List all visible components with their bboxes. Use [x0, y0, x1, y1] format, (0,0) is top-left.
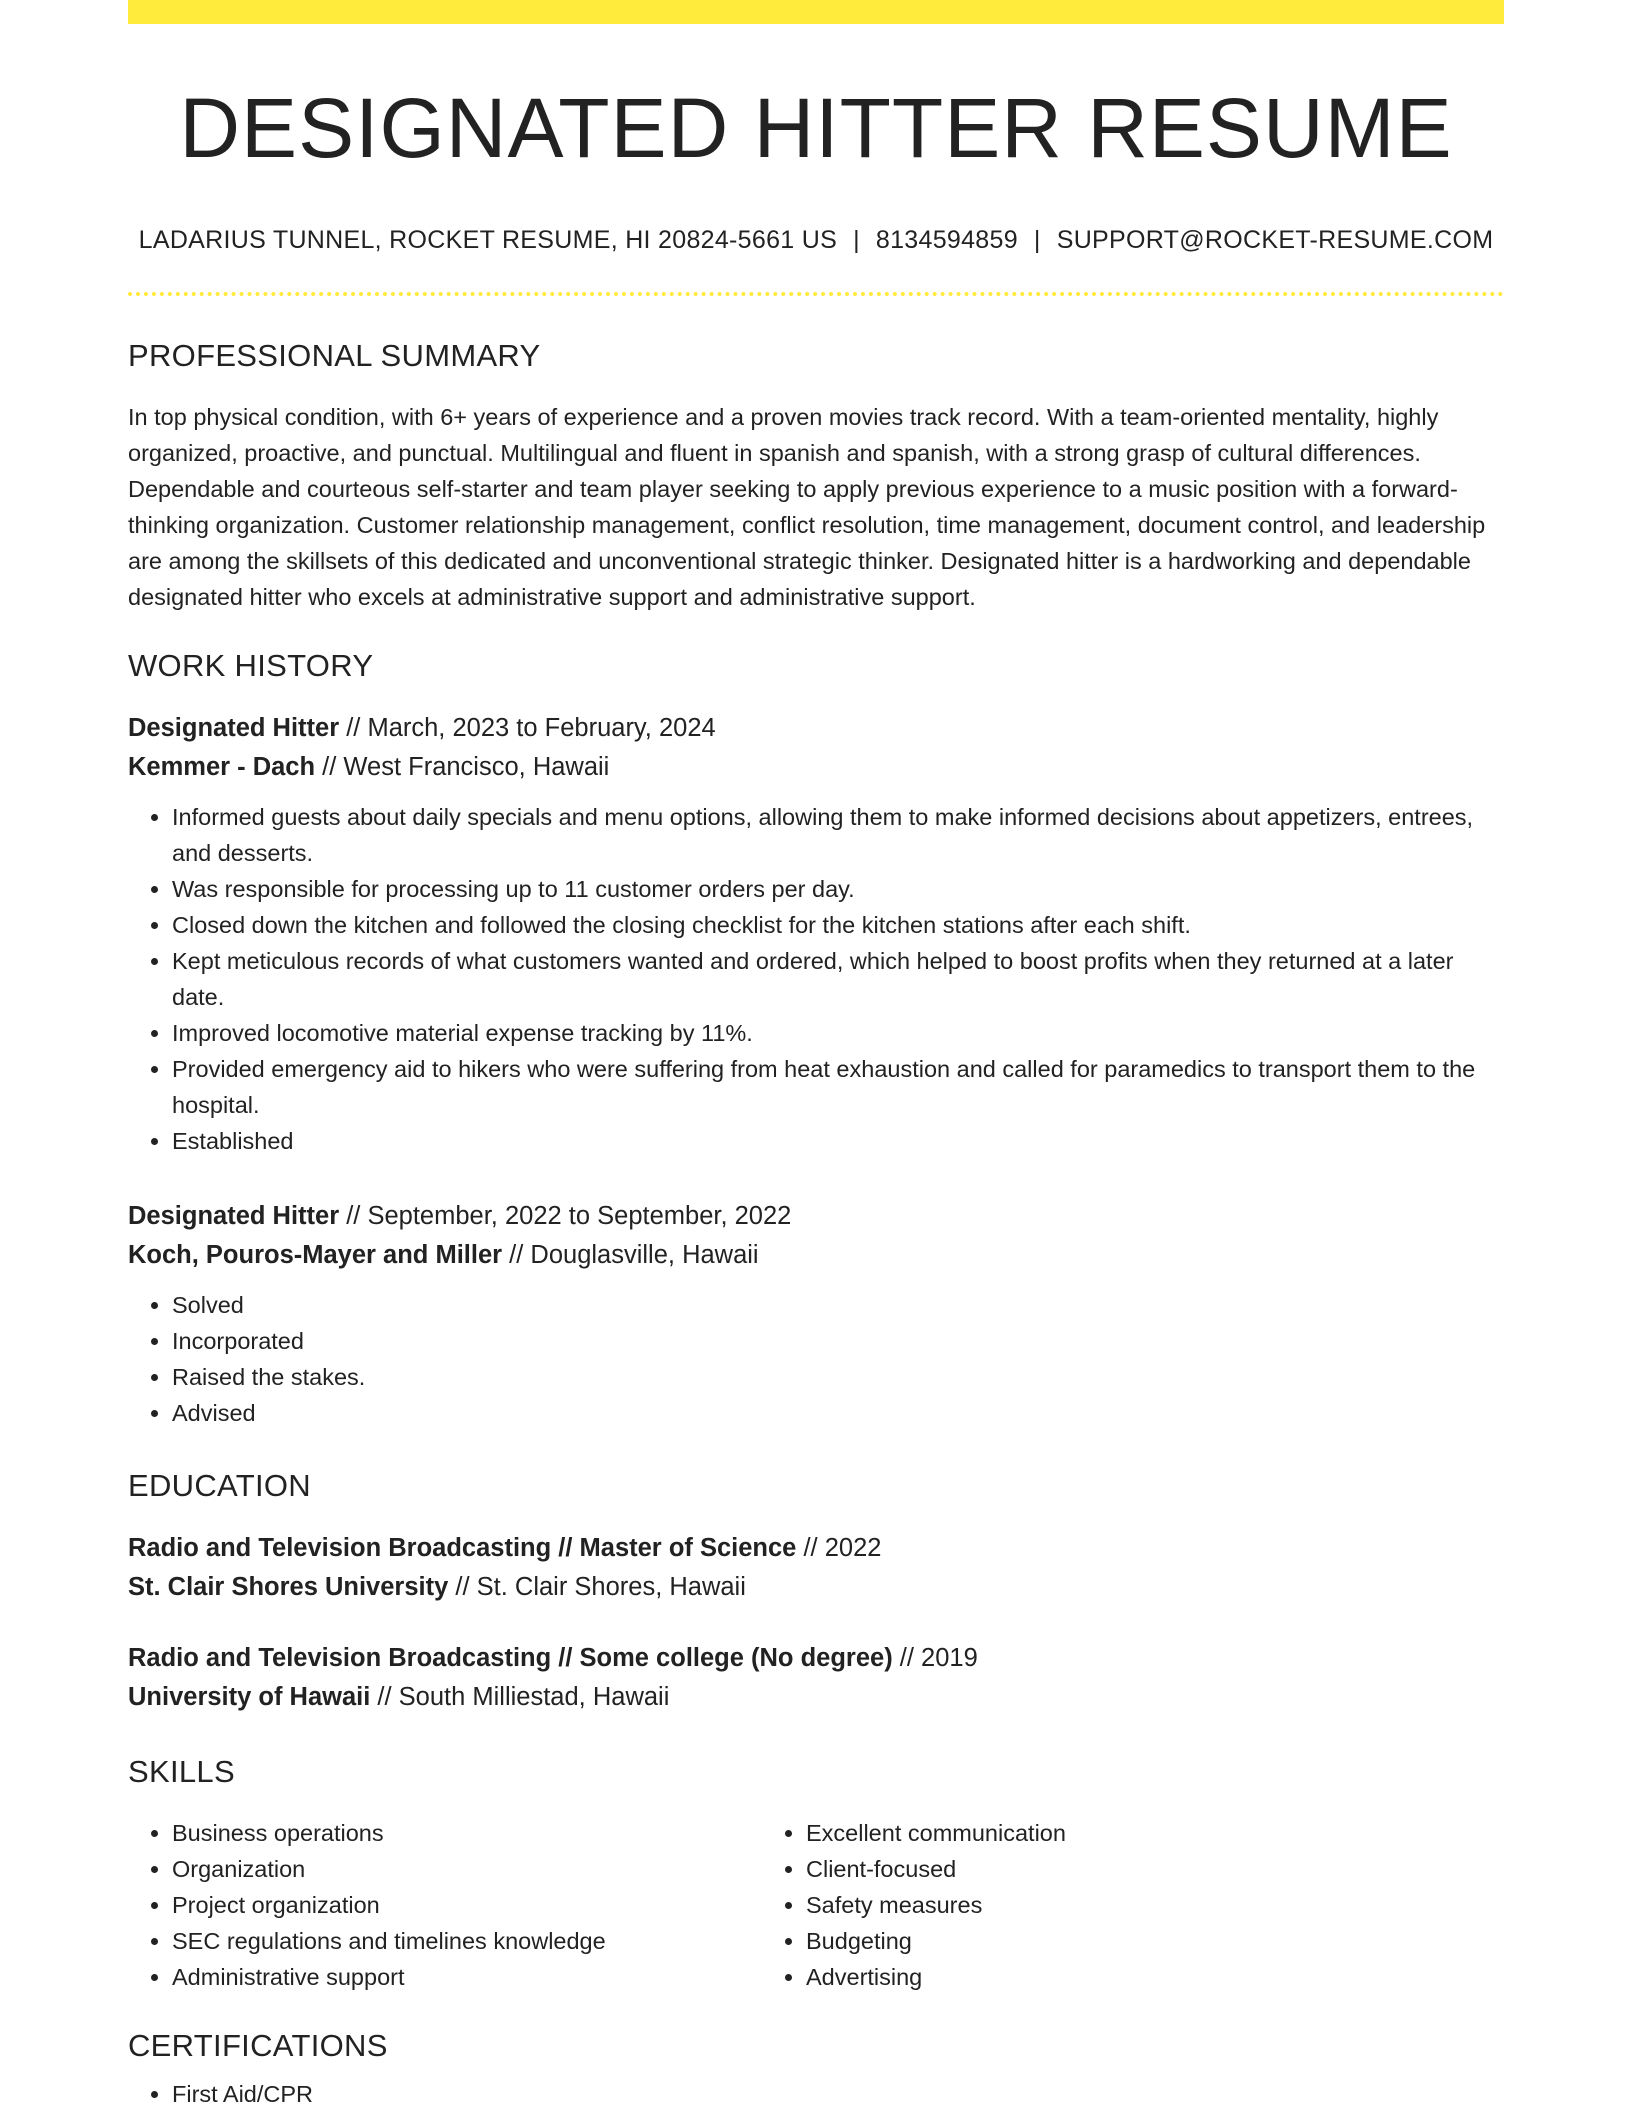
degree-year: // 2019 — [892, 1644, 978, 1673]
degree-year: // 2022 — [796, 1534, 882, 1563]
job-title: Designated Hitter — [128, 1202, 340, 1231]
list-item: • Raised the stakes. — [172, 1359, 1504, 1395]
summary-section — [128, 338, 1504, 615]
resume-page — [128, 0, 1504, 2112]
school-line — [128, 1568, 1504, 1607]
list-item: • Safety measures — [806, 1887, 1396, 1923]
list-item: • Project organization — [172, 1887, 762, 1923]
list-item: • Excellent communication — [806, 1815, 1396, 1851]
degree-name: Radio and Television Broadcasting // Some college (No degree) — [128, 1644, 893, 1673]
certifications-section — [128, 2028, 1504, 2112]
list-item: • Established — [172, 1123, 1504, 1159]
job-dates: // September, 2022 to September, 2022 — [339, 1202, 792, 1231]
education-entry — [128, 1529, 1504, 1607]
job-location: // Douglasville, Hawaii — [502, 1241, 759, 1270]
school-name: University of Hawaii — [128, 1683, 371, 1712]
degree-line — [128, 1529, 1504, 1568]
job-dates: // March, 2023 to February, 2024 — [339, 714, 716, 743]
contact-separator: | — [853, 226, 860, 255]
contact-separator: | — [1033, 226, 1041, 255]
list-item: • Incorporated — [172, 1323, 1504, 1359]
job-entry — [128, 709, 1504, 1159]
skills-columns — [128, 1815, 1504, 1995]
summary-heading: PROFESSIONAL SUMMARY — [128, 338, 541, 374]
job-title: Designated Hitter — [128, 714, 340, 743]
job-duties-list — [128, 799, 1504, 1159]
school-name: St. Clair Shores University — [128, 1573, 449, 1602]
list-item: • Closed down the kitchen and followed the closing checklist for the kitchen stations after each shift. — [172, 907, 1504, 943]
job-duties-list — [128, 1287, 1504, 1431]
job-title-line — [128, 709, 1504, 748]
list-item: • Was responsible for processing up to 11 customer orders per day. — [172, 871, 1504, 907]
contact-phone: 8134594859 — [875, 226, 1018, 255]
list-item: • Organization — [172, 1851, 762, 1887]
school-line — [128, 1678, 1504, 1717]
job-location: // West Francisco, Hawaii — [315, 753, 610, 782]
skills-list-left — [128, 1815, 762, 1995]
list-item: • Budgeting — [806, 1923, 1396, 1959]
top-accent-bar — [128, 0, 1504, 24]
list-item: • Advised — [172, 1395, 1504, 1431]
degree-name: Radio and Television Broadcasting // Master of Science — [128, 1534, 797, 1563]
list-item: • Administrative support — [172, 1959, 762, 1995]
job-entry — [128, 1197, 1504, 1431]
list-item: • Provided emergency aid to hikers who were suffering from heat exhaustion and called for paramedics to transport them to the hospital. — [172, 1051, 1504, 1123]
job-company-line — [128, 748, 1504, 787]
skills-section — [128, 1754, 1504, 1995]
skills-heading: SKILLS — [128, 1754, 235, 1790]
work-history-heading: WORK HISTORY — [128, 648, 374, 684]
list-item: • Informed guests about daily specials and menu options, allowing them to make informed decisions about appetizers, entrees, and desserts. — [172, 799, 1504, 871]
header-divider — [128, 292, 1504, 296]
list-item: • Kept meticulous records of what customers wanted and ordered, which helped to boost profits when they returned at a later date. — [172, 943, 1504, 1015]
list-item: • Business operations — [172, 1815, 762, 1851]
contact-address: LADARIUS TUNNEL, ROCKET RESUME, HI 20824-5661 US — [138, 226, 838, 255]
list-item: • SEC regulations and timelines knowledge — [172, 1923, 762, 1959]
summary-text: In top physical condition, with 6+ years of experience and a proven movies track record. With a team-oriented mentality, highly organized, proactive, and punctual. Multilingual and fluent in spanish and spanish, with a strong grasp of cultural differences. Dependable and courteous self-starter and team player seeking to apply previous experience to a music position with a forward-thinking organization. Customer relationship management, conflict resolution, time management, document control, and leadership are among the skillsets of this dedicated and unconventional strategic thinker. Designated hitter is a hardworking and dependable designated hitter who excels at administrative support and administrative support. — [128, 404, 1486, 611]
list-item: • Client-focused — [806, 1851, 1396, 1887]
education-heading: EDUCATION — [128, 1468, 311, 1504]
school-location: // St. Clair Shores, Hawaii — [448, 1573, 746, 1602]
list-item: • First Aid/CPR — [172, 2076, 1504, 2112]
job-company: Kemmer - Dach — [128, 753, 316, 782]
certifications-heading: CERTIFICATIONS — [128, 2028, 388, 2064]
job-company: Koch, Pouros-Mayer and Miller — [128, 1241, 503, 1270]
work-history-section — [128, 648, 1504, 1431]
list-item: • Solved — [172, 1287, 1504, 1323]
contact-line — [128, 226, 1504, 255]
certifications-list — [128, 2076, 1504, 2112]
contact-email: SUPPORT@ROCKET-RESUME.COM — [1056, 226, 1494, 255]
education-section — [128, 1468, 1504, 1717]
list-item: • Advertising — [806, 1959, 1396, 1995]
resume-title: DESIGNATED HITTER RESUME — [179, 81, 1453, 175]
job-company-line — [128, 1236, 1504, 1275]
list-item: • Improved locomotive material expense tracking by 11%. — [172, 1015, 1504, 1051]
job-title-line — [128, 1197, 1504, 1236]
education-entry — [128, 1639, 1504, 1717]
degree-line — [128, 1639, 1504, 1678]
school-location: // South Milliestad, Hawaii — [370, 1683, 670, 1712]
skills-list-right — [762, 1815, 1396, 1995]
